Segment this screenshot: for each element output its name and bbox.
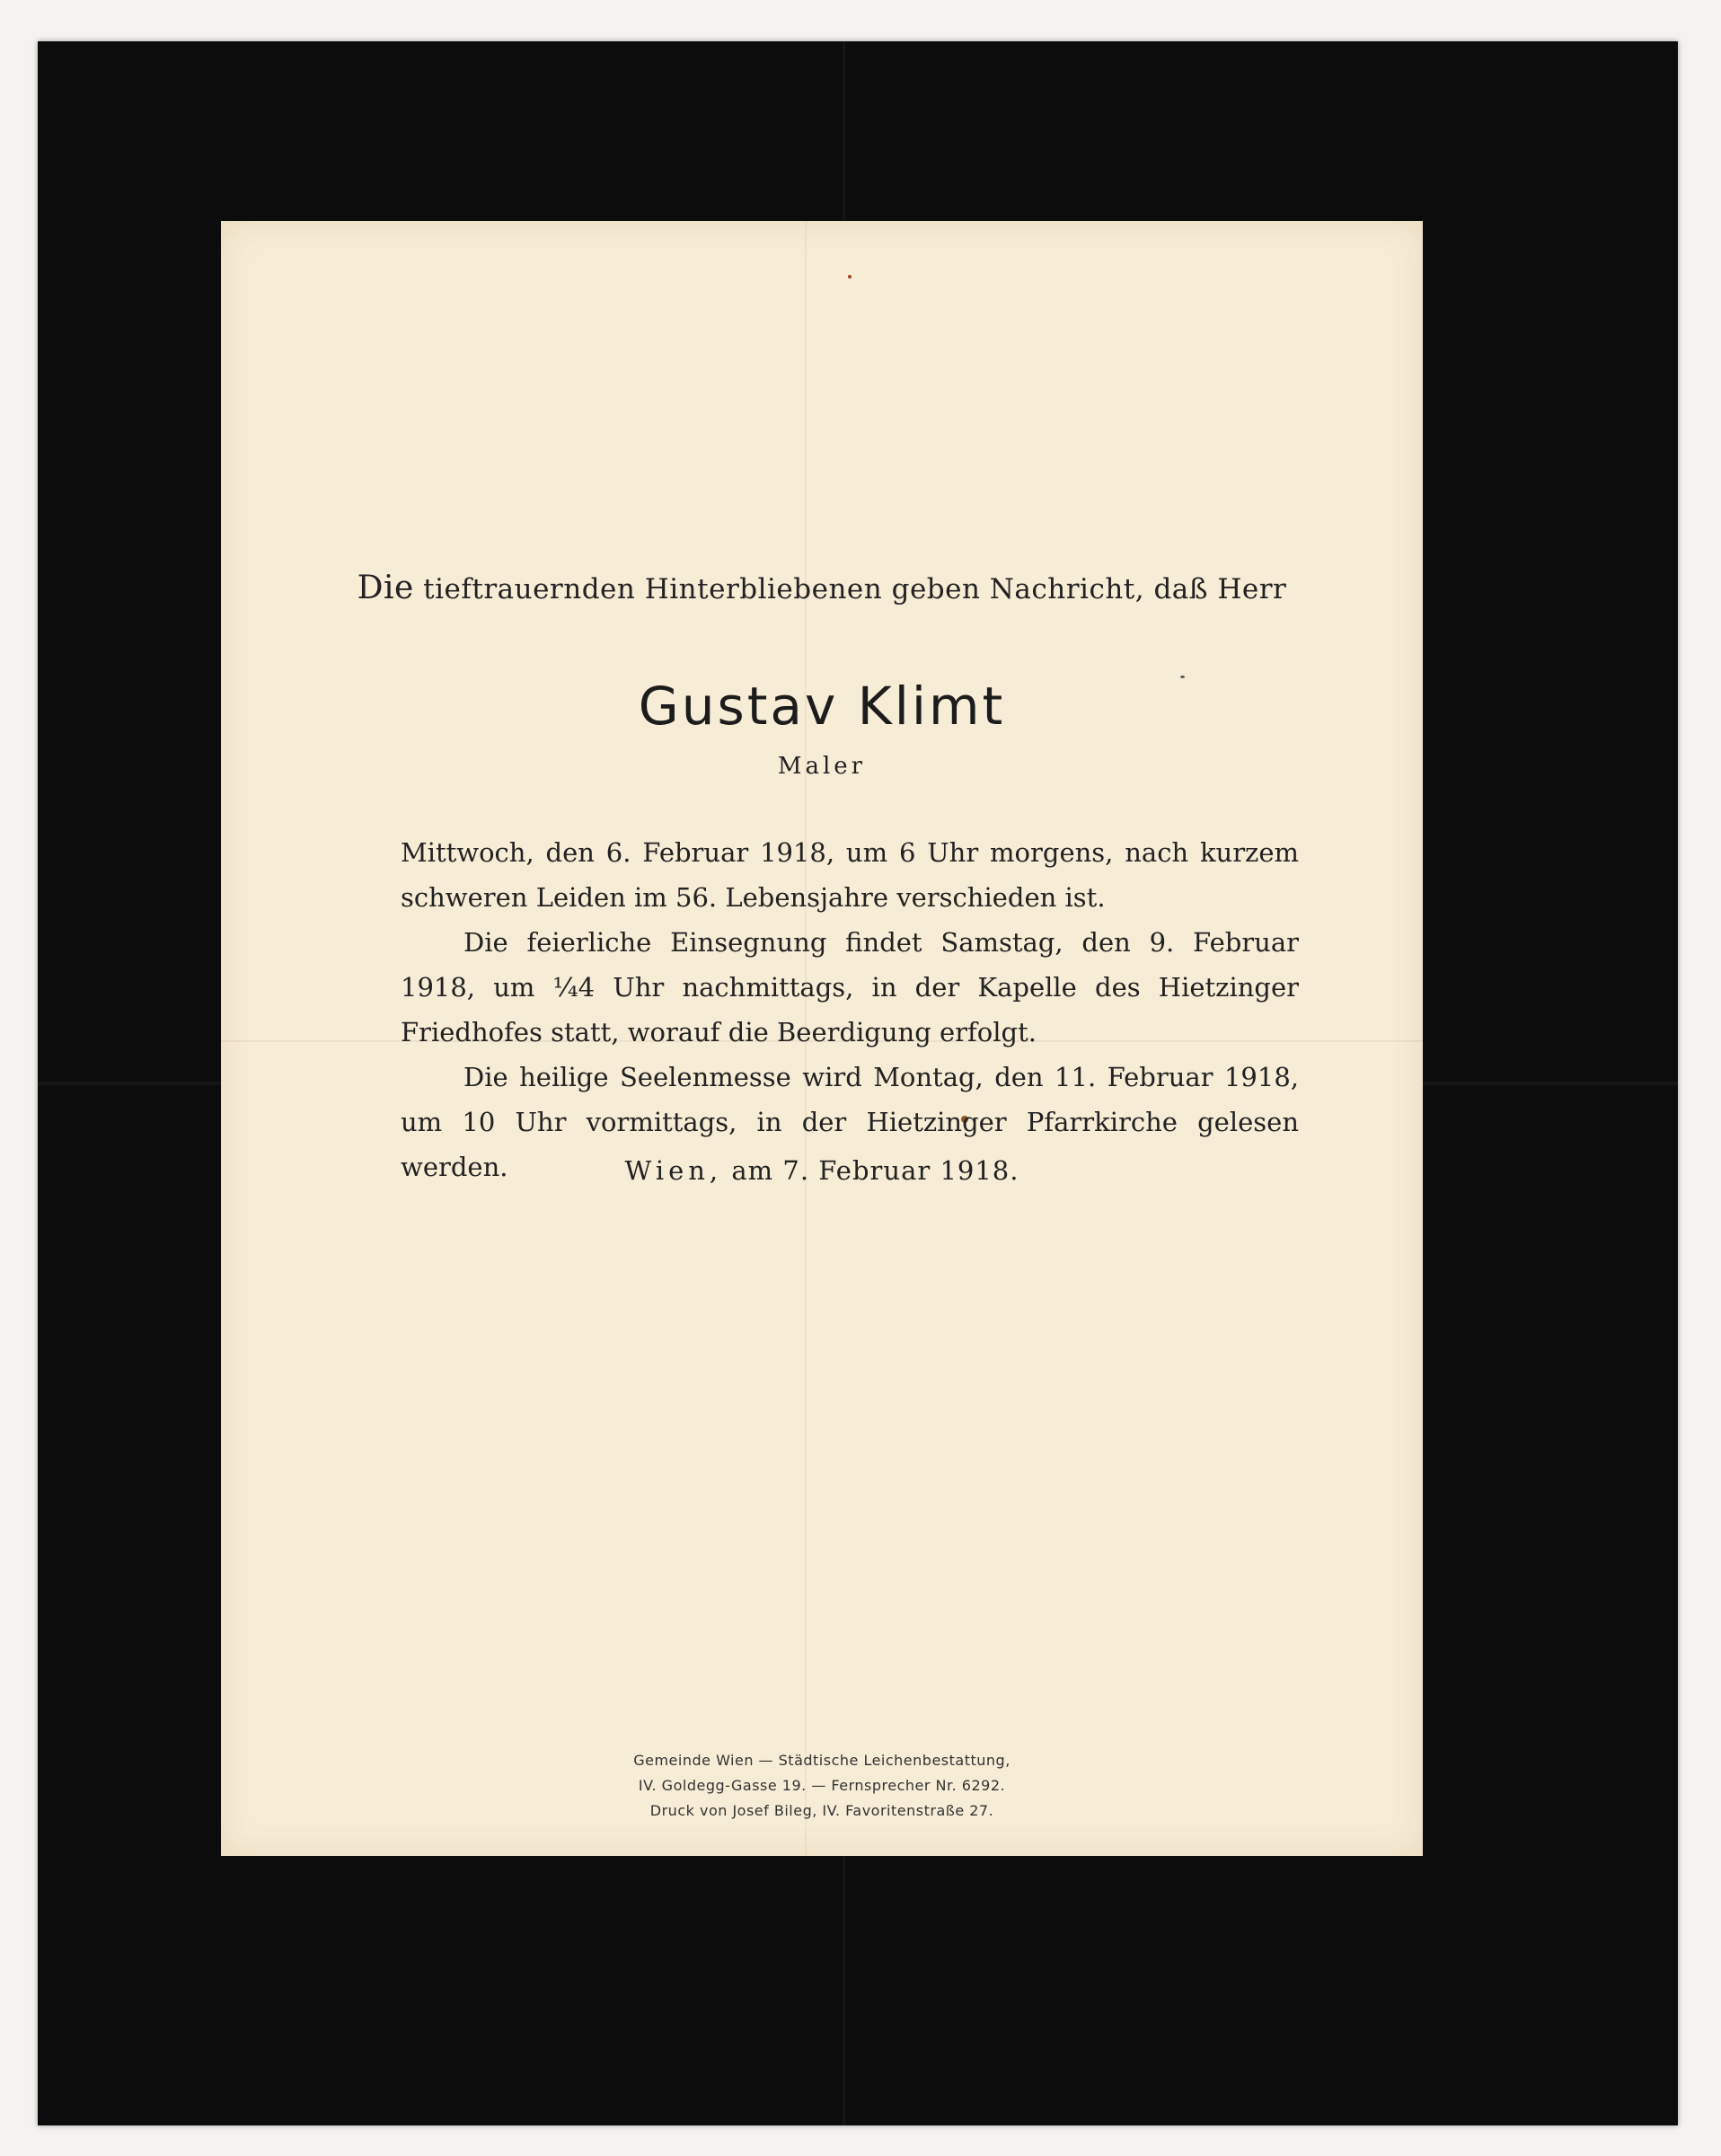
notice-body bbox=[401, 830, 1299, 1189]
printer-imprint bbox=[221, 1748, 1423, 1824]
imprint-line-1: Gemeinde Wien — Städtische Leichenbestattung, bbox=[633, 1752, 1011, 1769]
place: Wien, bbox=[624, 1155, 723, 1186]
deceased-name: Gustav Klimt bbox=[638, 676, 1006, 737]
date: am 7. Februar 1918. bbox=[731, 1155, 1019, 1186]
imprint-line-2: IV. Goldegg-Gasse 19. — Fernsprecher Nr. 6292. bbox=[638, 1777, 1006, 1794]
paragraph-death: Mittwoch, den 6. Februar 1918, um 6 Uhr morgens, nach kurzem schweren Leiden im 56. Lebensjahre verschieden ist. bbox=[401, 837, 1299, 913]
death-notice-paper bbox=[221, 221, 1423, 1856]
place-date-line bbox=[221, 1155, 1423, 1186]
imprint-line-3: Druck von Josef Bileg, IV. Favoritenstraße 27. bbox=[649, 1802, 994, 1819]
paragraph-funeral: Die feierliche Einsegnung findet Samstag, den 9. Februar 1918, um ¼4 Uhr nachmittags, in der Kapelle des Hietzinger Friedhofes statt, worauf die Beerdigung erfolgt. bbox=[401, 927, 1299, 1047]
deceased-profession: Maler bbox=[777, 753, 867, 780]
intro-rest: tieftrauernden Hinterbliebenen geben Nachricht, daß Herr bbox=[423, 573, 1287, 605]
paragraph-mass: Die heilige Seelenmesse wird Montag, den 11. Februar 1918, um 10 Uhr vormittags, in der Hietzinger Pfarrkirche gelesen werden. bbox=[401, 1062, 1299, 1182]
stain-speck bbox=[848, 275, 852, 278]
intro-first-word: Die bbox=[357, 570, 414, 606]
intro-line bbox=[221, 570, 1423, 606]
